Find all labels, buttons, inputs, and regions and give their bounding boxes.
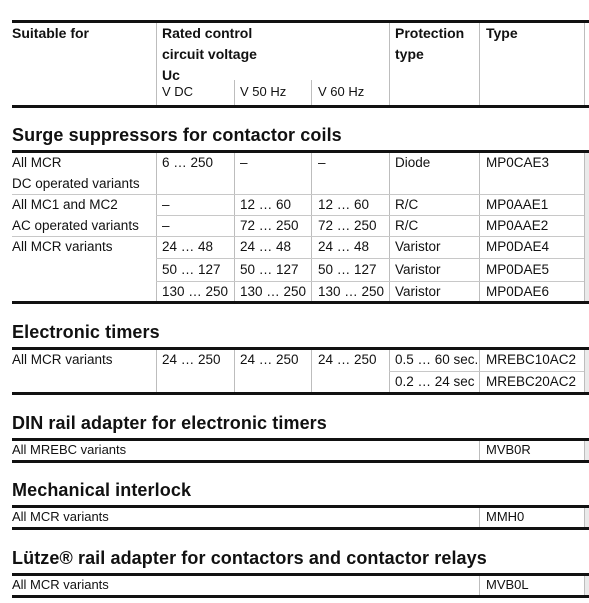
- cell-protection: R/C: [395, 218, 419, 233]
- cell-suitable: DC operated variants: [12, 176, 140, 191]
- header-bottom-rule: [12, 105, 589, 108]
- col-divider: [479, 508, 480, 527]
- cell-type: MP0CAE3: [486, 155, 550, 170]
- cell-vdc: 24 … 250: [162, 352, 221, 367]
- header-v60: V 60 Hz: [318, 84, 365, 99]
- cell-suitable: All MCR variants: [12, 509, 109, 524]
- cell-v60: 24 … 48: [318, 239, 370, 254]
- col-divider: [156, 350, 157, 392]
- cell-v50: 50 … 127: [240, 262, 299, 277]
- header-voltage-line1: Rated control: [162, 25, 253, 41]
- col-divider: [584, 441, 585, 460]
- col-divider: [311, 350, 312, 392]
- header-protection-line1: Protection: [395, 25, 465, 41]
- cell-vdc: –: [162, 197, 170, 212]
- col-divider: [234, 350, 235, 392]
- row-separator: [156, 258, 584, 259]
- row-separator: [156, 215, 584, 216]
- section-title-surge: Surge suppressors for contactor coils: [12, 125, 342, 145]
- col-divider: [584, 508, 585, 527]
- header-suitable-for: Suitable for: [12, 25, 90, 41]
- cell-type: MP0DAE6: [486, 284, 550, 299]
- header-vdc: V DC: [162, 84, 194, 99]
- cell-v50: 12 … 60: [240, 197, 292, 212]
- section-end-rule: [12, 527, 589, 530]
- cell-type: MP0AAE1: [486, 197, 549, 212]
- section-title-timers: Electronic timers: [12, 322, 160, 342]
- cell-type: MREBC10AC2: [486, 352, 577, 367]
- cell-v50: 24 … 250: [240, 352, 299, 367]
- section-end-rule: [12, 460, 589, 463]
- section-end-rule: [12, 595, 589, 598]
- cell-protection: Diode: [395, 155, 431, 170]
- col-divider: [234, 80, 235, 105]
- cell-protection: 0.2 … 24 sec: [395, 374, 475, 389]
- cell-suitable: All MCR variants: [12, 352, 113, 367]
- cell-v60: 24 … 250: [318, 352, 377, 367]
- cell-v60: 72 … 250: [318, 218, 377, 233]
- col-divider: [311, 80, 312, 105]
- col-divider: [479, 441, 480, 460]
- cell-type: MP0AAE2: [486, 218, 549, 233]
- cell-v50: 24 … 48: [240, 239, 292, 254]
- cell-type: MVB0R: [486, 442, 531, 457]
- section-end-rule: [12, 392, 589, 395]
- cell-suitable: AC operated variants: [12, 218, 139, 233]
- cell-v60: 50 … 127: [318, 262, 377, 277]
- cell-vdc: 130 … 250: [162, 284, 229, 299]
- table-header: [0, 20, 589, 108]
- cell-suitable: All MCR: [12, 155, 62, 170]
- col-divider: [389, 23, 390, 105]
- cell-protection: Varistor: [395, 239, 441, 254]
- header-type: Type: [486, 25, 518, 41]
- section-end-rule: [12, 301, 589, 304]
- cell-type: MVB0L: [486, 577, 529, 592]
- col-divider: [479, 153, 480, 301]
- cell-suitable: All MCR variants: [12, 239, 113, 254]
- cell-type: MMH0: [486, 509, 525, 524]
- cell-suitable: All MREBC variants: [12, 442, 127, 457]
- cell-protection: Varistor: [395, 262, 441, 277]
- cell-v60: –: [318, 155, 326, 170]
- cell-type: MP0DAE5: [486, 262, 550, 277]
- header-voltage-line3: Uc: [162, 67, 180, 83]
- cell-v60: 130 … 250: [318, 284, 385, 299]
- col-divider: [584, 576, 585, 595]
- header-protection-line2: type: [395, 46, 424, 62]
- cell-suitable: All MC1 and MC2: [12, 197, 118, 212]
- cell-vdc: 50 … 127: [162, 262, 221, 277]
- cell-v50: 130 … 250: [240, 284, 307, 299]
- cell-vdc: –: [162, 218, 170, 233]
- col-divider: [156, 23, 157, 105]
- cell-type: MREBC20AC2: [486, 374, 577, 389]
- cell-v50: –: [240, 155, 248, 170]
- cell-v50: 72 … 250: [240, 218, 299, 233]
- cell-protection: 0.5 … 60 sec.: [395, 352, 479, 367]
- cell-type: MP0DAE4: [486, 239, 550, 254]
- col-divider: [311, 153, 312, 301]
- section-title-interlock: Mechanical interlock: [12, 480, 192, 500]
- col-divider: [234, 153, 235, 301]
- cell-vdc: 24 … 48: [162, 239, 214, 254]
- col-divider: [584, 153, 585, 301]
- section-rule: [12, 347, 589, 350]
- row-separator: [156, 281, 584, 282]
- row-separator: [12, 236, 584, 237]
- cell-protection: R/C: [395, 197, 419, 212]
- section-rule: [12, 150, 589, 153]
- col-divider: [479, 23, 480, 105]
- cell-v60: 12 … 60: [318, 197, 370, 212]
- col-divider: [389, 153, 390, 301]
- col-divider: [584, 23, 585, 105]
- col-divider: [479, 576, 480, 595]
- cell-vdc: 6 … 250: [162, 155, 214, 170]
- col-divider: [584, 350, 585, 392]
- row-separator: [12, 194, 584, 195]
- row-separator: [389, 371, 584, 372]
- header-voltage-line2: circuit voltage: [162, 46, 257, 62]
- section-title-din: DIN rail adapter for electronic timers: [12, 413, 327, 433]
- cell-suitable: All MCR variants: [12, 577, 109, 592]
- header-v50: V 50 Hz: [240, 84, 287, 99]
- section-title-lutze: Lütze® rail adapter for contactors and contactor relays: [12, 548, 487, 568]
- cell-protection: Varistor: [395, 284, 441, 299]
- col-divider: [156, 153, 157, 301]
